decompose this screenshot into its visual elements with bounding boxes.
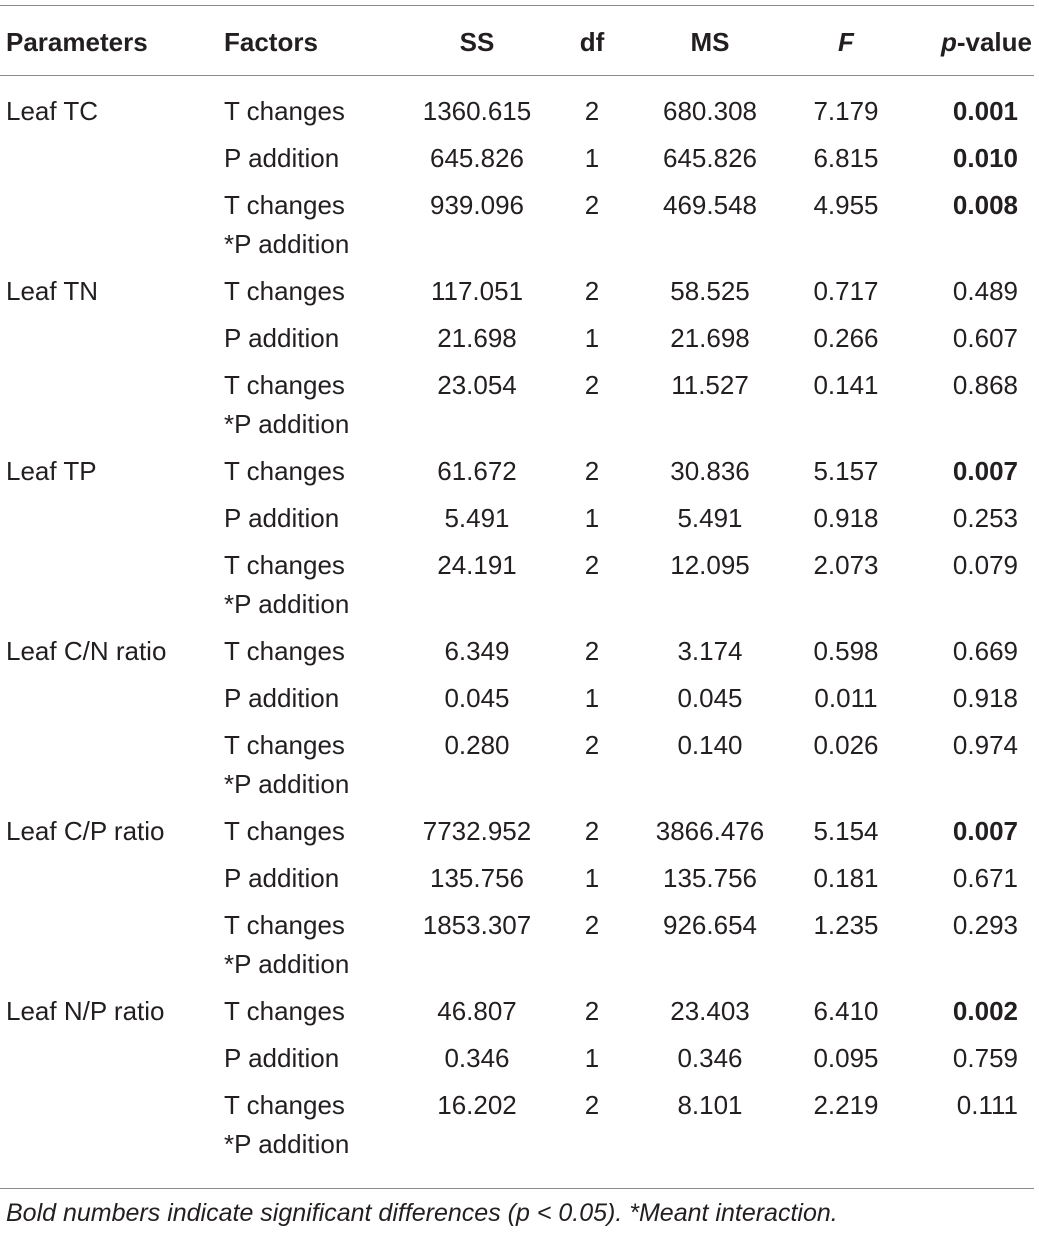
cell-df: 2	[584, 370, 600, 400]
factor-line: P addition	[224, 1043, 340, 1073]
cell-f: 0.717	[813, 276, 879, 306]
factor-line: T changes	[224, 550, 345, 580]
table-body	[0, 74, 1034, 1164]
table-row	[0, 1078, 1034, 1164]
cell-factor	[218, 74, 398, 131]
cell-df: 2	[584, 190, 600, 220]
factor-line: T changes	[224, 730, 345, 760]
header-df: df	[579, 26, 605, 57]
cell-ss: 0.280	[444, 730, 510, 760]
cell-ms: 12.095	[670, 550, 750, 580]
cell-ms: 680.308	[663, 96, 757, 126]
cell-df: 1	[584, 1043, 600, 1073]
table-header	[0, 10, 1034, 74]
table-row	[0, 264, 1034, 311]
cell-ms: 0.140	[677, 730, 743, 760]
factor-line: T changes	[224, 636, 345, 666]
cell-factor	[218, 898, 398, 984]
cell-f: 5.157	[813, 456, 879, 486]
cell-parameter	[0, 538, 218, 624]
cell-ms: 0.346	[677, 1043, 743, 1073]
cell-f: 0.095	[813, 1043, 879, 1073]
cell-f: 2.073	[813, 550, 879, 580]
cell-df: 2	[584, 910, 600, 940]
table-row	[0, 444, 1034, 491]
table-row	[0, 178, 1034, 264]
cell-p-value: 0.669	[952, 636, 1018, 666]
factor-line: T changes	[224, 1090, 345, 1120]
cell-ms: 926.654	[663, 910, 757, 940]
factor-line: T changes	[224, 370, 345, 400]
cell-ss: 24.191	[437, 550, 517, 580]
cell-parameter: Leaf C/N ratio	[6, 636, 167, 666]
cell-p-value-significant: 0.010	[952, 143, 1018, 173]
cell-factor	[218, 311, 398, 358]
cell-df: 2	[584, 96, 600, 126]
factor-line: P addition	[224, 503, 340, 533]
factor-line-interaction: *P addition	[224, 229, 350, 259]
cell-ss: 7732.952	[422, 816, 532, 846]
cell-parameter: Leaf TC	[6, 96, 99, 126]
factor-line: P addition	[224, 863, 340, 893]
cell-p-value: 0.759	[952, 1043, 1018, 1073]
cell-factor	[218, 718, 398, 804]
factor-line: P addition	[224, 683, 340, 713]
cell-factor	[218, 264, 398, 311]
factor-line: T changes	[224, 96, 345, 126]
header-p-value	[900, 10, 1034, 74]
table-row	[0, 491, 1034, 538]
table-row	[0, 358, 1034, 444]
cell-p-value: 0.868	[952, 370, 1018, 400]
cell-ss: 23.054	[437, 370, 517, 400]
cell-ms: 645.826	[663, 143, 757, 173]
cell-f: 4.955	[813, 190, 879, 220]
cell-parameter	[0, 898, 218, 984]
table-row	[0, 131, 1034, 178]
header-ms: MS	[690, 26, 730, 57]
cell-ss: 21.698	[437, 323, 517, 353]
cell-f: 1.235	[813, 910, 879, 940]
cell-ss: 0.346	[444, 1043, 510, 1073]
cell-factor	[218, 538, 398, 624]
cell-df: 2	[584, 816, 600, 846]
cell-p-value-significant: 0.007	[952, 816, 1018, 846]
cell-parameter: Leaf TP	[6, 456, 97, 486]
cell-parameter: Leaf TN	[6, 276, 99, 306]
factor-line: T changes	[224, 190, 345, 220]
cell-f: 0.011	[814, 683, 878, 713]
cell-f: 0.266	[813, 323, 879, 353]
cell-factor	[218, 178, 398, 264]
cell-parameter	[0, 311, 218, 358]
factor-line-interaction: *P addition	[224, 949, 350, 979]
factor-line: T changes	[224, 816, 345, 846]
table-footnote: Bold numbers indicate significant differences (p < 0.05). *Meant interaction.	[6, 1199, 838, 1227]
cell-ss: 1853.307	[422, 910, 532, 940]
cell-parameter	[0, 131, 218, 178]
cell-f: 0.181	[813, 863, 879, 893]
cell-parameter: Leaf C/P ratio	[6, 816, 165, 846]
cell-f: 0.141	[813, 370, 879, 400]
table-row	[0, 311, 1034, 358]
cell-df: 1	[584, 863, 600, 893]
cell-p-value: 0.489	[952, 276, 1018, 306]
header-p-rest: -value	[956, 26, 1032, 57]
cell-ss: 1360.615	[422, 96, 532, 126]
cell-factor	[218, 131, 398, 178]
cell-parameter: Leaf N/P ratio	[6, 996, 165, 1026]
factor-line-interaction: *P addition	[224, 589, 350, 619]
cell-p-value: 0.974	[952, 730, 1018, 760]
cell-parameter	[0, 491, 218, 538]
cell-parameter	[0, 671, 218, 718]
cell-ms: 8.101	[677, 1090, 743, 1120]
cell-p-value: 0.607	[952, 323, 1018, 353]
cell-ms: 3866.476	[655, 816, 765, 846]
factor-line: T changes	[224, 996, 345, 1026]
cell-factor	[218, 984, 398, 1031]
cell-p-value-significant: 0.001	[952, 96, 1018, 126]
cell-factor	[218, 444, 398, 491]
cell-df: 2	[584, 636, 600, 666]
header-f-italic: F	[838, 26, 854, 57]
cell-ms: 23.403	[670, 996, 750, 1026]
cell-ms: 58.525	[670, 276, 750, 306]
cell-ms: 21.698	[670, 323, 750, 353]
header-ss: SS	[459, 26, 495, 57]
cell-factor	[218, 851, 398, 898]
table-row	[0, 804, 1034, 851]
cell-ms: 11.527	[671, 370, 749, 400]
cell-ss: 939.096	[430, 190, 524, 220]
cell-p-value-significant: 0.002	[952, 996, 1018, 1026]
cell-parameter	[0, 358, 218, 444]
cell-p-value: 0.671	[952, 863, 1018, 893]
table-row	[0, 898, 1034, 984]
cell-ss: 6.349	[444, 636, 510, 666]
cell-ss: 117.051	[430, 276, 524, 306]
table-row	[0, 74, 1034, 131]
cell-df: 1	[584, 143, 600, 173]
factor-line: T changes	[224, 276, 345, 306]
cell-ms: 469.548	[663, 190, 757, 220]
cell-ms: 3.174	[677, 636, 743, 666]
cell-ss: 61.672	[437, 456, 517, 486]
cell-parameter	[0, 178, 218, 264]
cell-f: 5.154	[813, 816, 879, 846]
table-top-rule	[0, 5, 1034, 6]
table-row	[0, 671, 1034, 718]
cell-f: 6.815	[813, 143, 879, 173]
cell-f: 7.179	[813, 96, 879, 126]
cell-ss: 46.807	[437, 996, 517, 1026]
cell-df: 2	[584, 996, 600, 1026]
cell-f: 0.598	[813, 636, 879, 666]
cell-p-value: 0.111	[956, 1090, 1018, 1120]
cell-parameter	[0, 1031, 218, 1078]
cell-factor	[218, 358, 398, 444]
table-row	[0, 1031, 1034, 1078]
cell-factor	[218, 491, 398, 538]
header-factors: Factors	[224, 26, 318, 57]
factor-line: T changes	[224, 456, 345, 486]
header-p-italic: p	[940, 26, 957, 57]
cell-f: 2.219	[813, 1090, 879, 1120]
table-row	[0, 538, 1034, 624]
cell-p-value: 0.079	[952, 550, 1018, 580]
factor-line-interaction: *P addition	[224, 409, 350, 439]
cell-factor	[218, 624, 398, 671]
table-bottom-rule	[0, 1188, 1034, 1189]
cell-p-value: 0.293	[952, 910, 1018, 940]
cell-f: 6.410	[813, 996, 879, 1026]
cell-f: 0.918	[813, 503, 879, 533]
cell-df: 2	[584, 1090, 600, 1120]
header-parameters: Parameters	[6, 26, 148, 57]
factor-line: T changes	[224, 910, 345, 940]
cell-p-value-significant: 0.007	[952, 456, 1018, 486]
table-row	[0, 624, 1034, 671]
cell-ss: 5.491	[444, 503, 510, 533]
cell-df: 1	[584, 323, 600, 353]
cell-ms: 135.756	[663, 863, 757, 893]
cell-df: 2	[584, 456, 600, 486]
factor-line-interaction: *P addition	[224, 1129, 350, 1159]
cell-df: 1	[584, 683, 600, 713]
factor-line: P addition	[224, 143, 340, 173]
factor-line-interaction: *P addition	[224, 769, 350, 799]
header-f	[792, 10, 900, 74]
cell-parameter	[0, 851, 218, 898]
cell-df: 2	[584, 730, 600, 760]
cell-p-value-significant: 0.008	[952, 190, 1018, 220]
cell-factor	[218, 804, 398, 851]
cell-factor	[218, 1078, 398, 1164]
cell-p-value: 0.918	[952, 683, 1018, 713]
cell-parameter	[0, 1078, 218, 1164]
table-row	[0, 851, 1034, 898]
factor-line: P addition	[224, 323, 340, 353]
cell-f: 0.026	[813, 730, 879, 760]
table-row	[0, 984, 1034, 1031]
cell-parameter	[0, 718, 218, 804]
cell-df: 2	[584, 550, 600, 580]
cell-df: 1	[584, 503, 600, 533]
cell-ss: 0.045	[444, 683, 510, 713]
cell-ss: 16.202	[437, 1090, 517, 1120]
cell-factor	[218, 1031, 398, 1078]
cell-factor	[218, 671, 398, 718]
cell-ss: 645.826	[430, 143, 524, 173]
cell-df: 2	[584, 276, 600, 306]
cell-ss: 135.756	[430, 863, 524, 893]
anova-table	[0, 10, 1034, 1164]
cell-p-value: 0.253	[952, 503, 1018, 533]
table-row	[0, 718, 1034, 804]
cell-ms: 5.491	[677, 503, 743, 533]
cell-ms: 0.045	[677, 683, 743, 713]
cell-ms: 30.836	[670, 456, 750, 486]
